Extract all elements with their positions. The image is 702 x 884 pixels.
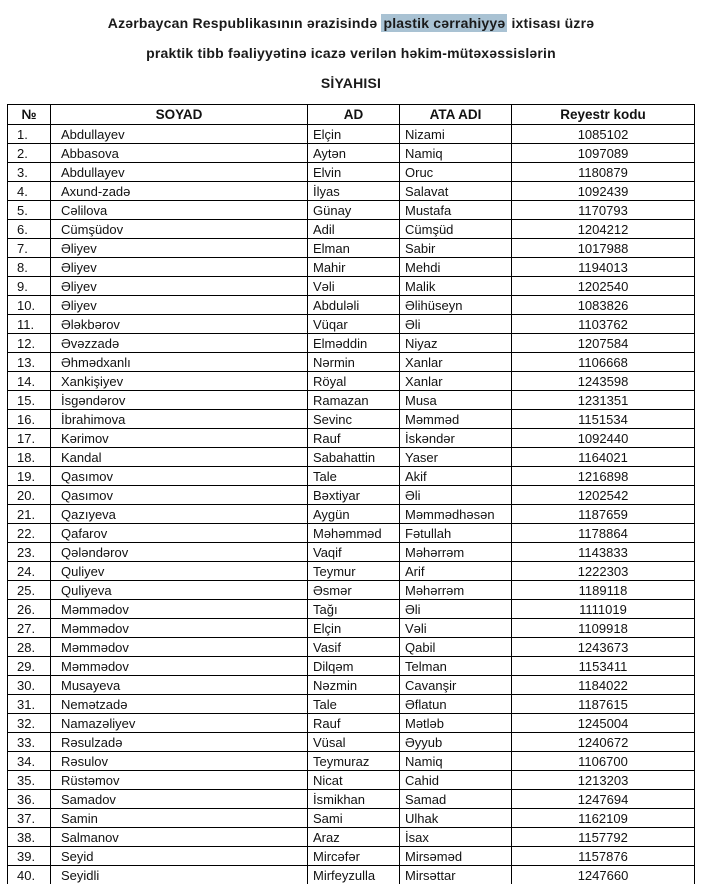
registry-code-cell: 1143833 — [512, 543, 695, 562]
surname-cell: Nemətzadə — [51, 695, 308, 714]
name-cell: Elman — [308, 239, 400, 258]
surname-cell: Məmmədov — [51, 638, 308, 657]
surname-cell: Samadov — [51, 790, 308, 809]
name-cell: Mircəfər — [308, 847, 400, 866]
patronymic-cell: Ulhak — [400, 809, 512, 828]
row-number-cell: 21. — [8, 505, 51, 524]
registry-code-cell: 1103762 — [512, 315, 695, 334]
name-cell: Mahir — [308, 258, 400, 277]
table-row — [8, 562, 695, 581]
patronymic-cell: Samad — [400, 790, 512, 809]
patronymic-cell: Mətləb — [400, 714, 512, 733]
registry-code-cell: 1170793 — [512, 201, 695, 220]
name-cell: Vasif — [308, 638, 400, 657]
registry-code-cell: 1202540 — [512, 277, 695, 296]
row-number-cell: 17. — [8, 429, 51, 448]
surname-cell: Musayeva — [51, 676, 308, 695]
patronymic-cell: Nizami — [400, 125, 512, 144]
table-row — [8, 258, 695, 277]
table-row — [8, 809, 695, 828]
surname-cell: Kərimov — [51, 429, 308, 448]
row-number-cell: 22. — [8, 524, 51, 543]
surname-cell: Qələndərov — [51, 543, 308, 562]
registry-code-cell: 1245004 — [512, 714, 695, 733]
table-row — [8, 410, 695, 429]
registry-code-cell: 1085102 — [512, 125, 695, 144]
name-cell: Əsmər — [308, 581, 400, 600]
patronymic-cell: Mirsəməd — [400, 847, 512, 866]
row-number-cell: 39. — [8, 847, 51, 866]
surname-cell: Xankişiyev — [51, 372, 308, 391]
registry-code-cell: 1202542 — [512, 486, 695, 505]
table-row — [8, 220, 695, 239]
row-number-cell: 20. — [8, 486, 51, 505]
registry-code-cell: 1184022 — [512, 676, 695, 695]
name-cell: Tale — [308, 695, 400, 714]
surname-cell: Quliyeva — [51, 581, 308, 600]
table-row — [8, 695, 695, 714]
patronymic-cell: İskəndər — [400, 429, 512, 448]
registry-code-cell: 1106668 — [512, 353, 695, 372]
table-row — [8, 277, 695, 296]
patronymic-cell: Məhərrəm — [400, 543, 512, 562]
patronymic-cell: Mehdi — [400, 258, 512, 277]
row-number-cell: 2. — [8, 144, 51, 163]
document-title — [7, 6, 695, 98]
patronymic-cell: Əyyub — [400, 733, 512, 752]
row-number-cell: 25. — [8, 581, 51, 600]
name-cell: Rauf — [308, 429, 400, 448]
table-row — [8, 657, 695, 676]
registry-code-cell: 1247694 — [512, 790, 695, 809]
surname-cell: Quliyev — [51, 562, 308, 581]
registry-code-cell: 1213203 — [512, 771, 695, 790]
surname-cell: Seyidli — [51, 866, 308, 884]
table-row — [8, 828, 695, 847]
surname-cell: Qasımov — [51, 467, 308, 486]
name-cell: Elməddin — [308, 334, 400, 353]
table-row — [8, 600, 695, 619]
patronymic-cell: Məmməd — [400, 410, 512, 429]
name-cell: Tağı — [308, 600, 400, 619]
row-number-cell: 18. — [8, 448, 51, 467]
patronymic-cell: İsax — [400, 828, 512, 847]
registry-code-cell: 1240672 — [512, 733, 695, 752]
table-row — [8, 182, 695, 201]
surname-cell: Qafarov — [51, 524, 308, 543]
name-cell: Ramazan — [308, 391, 400, 410]
registry-code-cell: 1157876 — [512, 847, 695, 866]
patronymic-cell: Vəli — [400, 619, 512, 638]
row-number-cell: 31. — [8, 695, 51, 714]
registry-code-cell: 1187615 — [512, 695, 695, 714]
name-cell: Məhəmməd — [308, 524, 400, 543]
row-number-cell: 29. — [8, 657, 51, 676]
row-number-cell: 8. — [8, 258, 51, 277]
table-body — [8, 125, 695, 884]
name-cell: Teymuraz — [308, 752, 400, 771]
table-row — [8, 733, 695, 752]
title-line-1 — [7, 8, 695, 38]
name-cell: Aytən — [308, 144, 400, 163]
row-number-cell: 35. — [8, 771, 51, 790]
title-line-2: praktik tibb fəaliyyətinə icazə verilən həkim-mütəxəssislərin — [146, 45, 556, 61]
surname-cell: Rüstəmov — [51, 771, 308, 790]
surname-cell: Məmmədov — [51, 600, 308, 619]
name-cell: Günay — [308, 201, 400, 220]
row-number-cell: 34. — [8, 752, 51, 771]
registry-code-cell: 1243598 — [512, 372, 695, 391]
surname-cell: Əliyev — [51, 296, 308, 315]
patronymic-cell: Salavat — [400, 182, 512, 201]
table-row — [8, 866, 695, 884]
registry-code-cell: 1106700 — [512, 752, 695, 771]
name-cell: Teymur — [308, 562, 400, 581]
row-number-cell: 3. — [8, 163, 51, 182]
row-number-cell: 27. — [8, 619, 51, 638]
surname-cell: Əliyev — [51, 239, 308, 258]
surname-cell: Namazəliyev — [51, 714, 308, 733]
header-registry-code: Reyestr kodu — [512, 105, 695, 125]
table-row — [8, 847, 695, 866]
row-number-cell: 19. — [8, 467, 51, 486]
patronymic-cell: Əli — [400, 486, 512, 505]
surname-cell: Əhmədxanlı — [51, 353, 308, 372]
registry-code-cell: 1092440 — [512, 429, 695, 448]
surname-cell: Samin — [51, 809, 308, 828]
name-cell: Mirfeyzulla — [308, 866, 400, 884]
row-number-cell: 28. — [8, 638, 51, 657]
table-row — [8, 372, 695, 391]
registry-code-cell: 1189118 — [512, 581, 695, 600]
surname-cell: İbrahimova — [51, 410, 308, 429]
title-highlighted-phrase: plastik cərrahiyyə — [383, 15, 506, 31]
row-number-cell: 16. — [8, 410, 51, 429]
row-number-cell: 9. — [8, 277, 51, 296]
patronymic-cell: Namiq — [400, 752, 512, 771]
name-cell: Röyal — [308, 372, 400, 391]
row-number-cell: 12. — [8, 334, 51, 353]
name-cell: Vüqar — [308, 315, 400, 334]
table-row — [8, 505, 695, 524]
registry-code-cell: 1231351 — [512, 391, 695, 410]
registry-code-cell: 1153411 — [512, 657, 695, 676]
title-text-after-highlight: ixtisası üzrə — [507, 15, 595, 31]
registry-code-cell: 1180879 — [512, 163, 695, 182]
row-number-cell: 23. — [8, 543, 51, 562]
name-cell: Rauf — [308, 714, 400, 733]
patronymic-cell: Namiq — [400, 144, 512, 163]
header-name: AD — [308, 105, 400, 125]
surname-cell: Əliyev — [51, 258, 308, 277]
patronymic-cell: Cahid — [400, 771, 512, 790]
patronymic-cell: Cümşüd — [400, 220, 512, 239]
table-row — [8, 790, 695, 809]
patronymic-cell: Əlihüseyn — [400, 296, 512, 315]
name-cell: Elçin — [308, 619, 400, 638]
row-number-cell: 10. — [8, 296, 51, 315]
surname-cell: Rəsulzadə — [51, 733, 308, 752]
row-number-cell: 5. — [8, 201, 51, 220]
table-row — [8, 163, 695, 182]
name-cell: Nərmin — [308, 353, 400, 372]
row-number-cell: 33. — [8, 733, 51, 752]
table-row — [8, 125, 695, 144]
name-cell: İlyas — [308, 182, 400, 201]
surname-cell: Abbasova — [51, 144, 308, 163]
table-row — [8, 619, 695, 638]
surname-cell: Rəsulov — [51, 752, 308, 771]
surname-cell: Məmmədov — [51, 619, 308, 638]
table-row — [8, 714, 695, 733]
surname-cell: Məmmədov — [51, 657, 308, 676]
registry-code-cell: 1092439 — [512, 182, 695, 201]
registry-code-cell: 1097089 — [512, 144, 695, 163]
name-cell: Abduləli — [308, 296, 400, 315]
row-number-cell: 24. — [8, 562, 51, 581]
registry-code-cell: 1017988 — [512, 239, 695, 258]
surname-cell: Salmanov — [51, 828, 308, 847]
patronymic-cell: Malik — [400, 277, 512, 296]
registry-code-cell: 1162109 — [512, 809, 695, 828]
name-cell: Sevinc — [308, 410, 400, 429]
name-cell: Dilqəm — [308, 657, 400, 676]
patronymic-cell: Telman — [400, 657, 512, 676]
patronymic-cell: Cavanşir — [400, 676, 512, 695]
patronymic-cell: Xanlar — [400, 372, 512, 391]
registry-code-cell: 1204212 — [512, 220, 695, 239]
registry-code-cell: 1222303 — [512, 562, 695, 581]
header-surname: SOYAD — [51, 105, 308, 125]
patronymic-cell: Əli — [400, 315, 512, 334]
table-row — [8, 391, 695, 410]
header-patronymic: ATA ADI — [400, 105, 512, 125]
table-row — [8, 486, 695, 505]
registry-code-cell: 1083826 — [512, 296, 695, 315]
row-number-cell: 1. — [8, 125, 51, 144]
name-cell: Sami — [308, 809, 400, 828]
table-header-row — [8, 105, 695, 125]
surname-cell: Abdullayev — [51, 125, 308, 144]
patronymic-cell: Fətullah — [400, 524, 512, 543]
surname-cell: Qasımov — [51, 486, 308, 505]
registry-code-cell: 1207584 — [512, 334, 695, 353]
surname-cell: Axund-zadə — [51, 182, 308, 201]
registry-code-cell: 1247660 — [512, 866, 695, 884]
row-number-cell: 30. — [8, 676, 51, 695]
table-row — [8, 638, 695, 657]
surname-cell: Ələkbərov — [51, 315, 308, 334]
name-cell: Vəli — [308, 277, 400, 296]
row-number-cell: 36. — [8, 790, 51, 809]
surname-cell: Abdullayev — [51, 163, 308, 182]
row-number-cell: 26. — [8, 600, 51, 619]
name-cell: Sabahattin — [308, 448, 400, 467]
table-row — [8, 676, 695, 695]
table-row — [8, 429, 695, 448]
name-cell: Araz — [308, 828, 400, 847]
patronymic-cell: Mustafa — [400, 201, 512, 220]
registry-code-cell: 1157792 — [512, 828, 695, 847]
name-cell: Tale — [308, 467, 400, 486]
surname-cell: İsgəndərov — [51, 391, 308, 410]
registry-code-cell: 1164021 — [512, 448, 695, 467]
table-row — [8, 581, 695, 600]
patronymic-cell: Qabil — [400, 638, 512, 657]
registry-code-cell: 1151534 — [512, 410, 695, 429]
registry-code-cell: 1187659 — [512, 505, 695, 524]
table-row — [8, 353, 695, 372]
row-number-cell: 7. — [8, 239, 51, 258]
table-row — [8, 448, 695, 467]
name-cell: İsmikhan — [308, 790, 400, 809]
name-cell: Adil — [308, 220, 400, 239]
surname-cell: Seyid — [51, 847, 308, 866]
name-cell: Elçin — [308, 125, 400, 144]
table-row — [8, 201, 695, 220]
surname-cell: Cəlilova — [51, 201, 308, 220]
name-cell: Aygün — [308, 505, 400, 524]
registry-code-cell: 1109918 — [512, 619, 695, 638]
registry-code-cell: 1194013 — [512, 258, 695, 277]
surname-cell: Kandal — [51, 448, 308, 467]
table-row — [8, 144, 695, 163]
title-text-before-highlight: Azərbaycan Respublikasının ərazisində — [107, 15, 382, 31]
name-cell: Bəxtiyar — [308, 486, 400, 505]
patronymic-cell: Oruc — [400, 163, 512, 182]
name-cell: Vüsal — [308, 733, 400, 752]
patronymic-cell: Sabir — [400, 239, 512, 258]
row-number-cell: 4. — [8, 182, 51, 201]
table-row — [8, 467, 695, 486]
name-cell: Elvin — [308, 163, 400, 182]
name-cell: Vaqif — [308, 543, 400, 562]
row-number-cell: 38. — [8, 828, 51, 847]
patronymic-cell: Mirsəttar — [400, 866, 512, 884]
doctors-table — [7, 104, 695, 884]
table-row — [8, 334, 695, 353]
patronymic-cell: Akif — [400, 467, 512, 486]
table-row — [8, 524, 695, 543]
name-cell: Nəzmin — [308, 676, 400, 695]
row-number-cell: 32. — [8, 714, 51, 733]
table-row — [8, 752, 695, 771]
surname-cell: Əvəzzadə — [51, 334, 308, 353]
table-row — [8, 771, 695, 790]
header-number: № — [8, 105, 51, 125]
surname-cell: Əliyev — [51, 277, 308, 296]
patronymic-cell: Arif — [400, 562, 512, 581]
name-cell: Nicat — [308, 771, 400, 790]
patronymic-cell: Yaser — [400, 448, 512, 467]
surname-cell: Cümşüdov — [51, 220, 308, 239]
patronymic-cell: Məhərrəm — [400, 581, 512, 600]
patronymic-cell: Məmmədhəsən — [400, 505, 512, 524]
row-number-cell: 37. — [8, 809, 51, 828]
row-number-cell: 13. — [8, 353, 51, 372]
table-row — [8, 543, 695, 562]
patronymic-cell: Əli — [400, 600, 512, 619]
surname-cell: Qazıyeva — [51, 505, 308, 524]
registry-code-cell: 1243673 — [512, 638, 695, 657]
patronymic-cell: Əflatun — [400, 695, 512, 714]
row-number-cell: 6. — [8, 220, 51, 239]
row-number-cell: 14. — [8, 372, 51, 391]
title-line-3: SİYAHISI — [320, 75, 382, 91]
patronymic-cell: Xanlar — [400, 353, 512, 372]
registry-code-cell: 1178864 — [512, 524, 695, 543]
patronymic-cell: Musa — [400, 391, 512, 410]
table-row — [8, 296, 695, 315]
row-number-cell: 15. — [8, 391, 51, 410]
registry-code-cell: 1111019 — [512, 600, 695, 619]
registry-code-cell: 1216898 — [512, 467, 695, 486]
table-row — [8, 239, 695, 258]
row-number-cell: 40. — [8, 866, 51, 884]
row-number-cell: 11. — [8, 315, 51, 334]
table-row — [8, 315, 695, 334]
patronymic-cell: Niyaz — [400, 334, 512, 353]
